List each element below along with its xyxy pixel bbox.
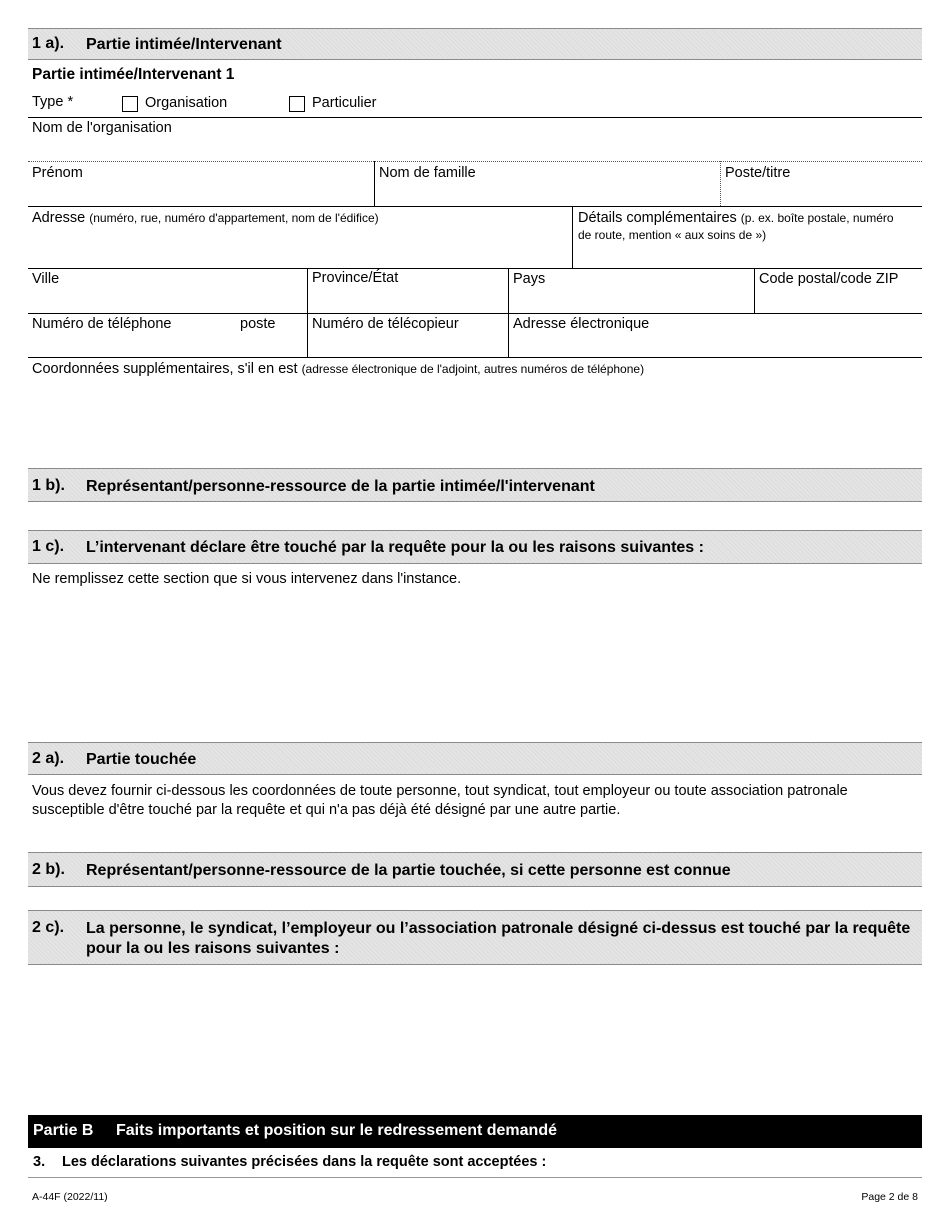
- extra-contact-label-text: Coordonnées supplémentaires, s'il en est: [32, 361, 298, 377]
- page-number: Page 2 de 8: [861, 1191, 918, 1203]
- organisation-checkbox[interactable]: [122, 96, 138, 112]
- phone-field[interactable]: [28, 314, 307, 357]
- section-2b-title: Représentant/personne-ressource de la partie touchée, si cette personne est connue: [86, 862, 731, 879]
- country-field[interactable]: [509, 269, 754, 312]
- divider: [28, 1177, 922, 1178]
- email-label: Adresse électronique: [513, 316, 650, 332]
- details-hint-1: (p. ex. boîte postale, numéro: [740, 211, 894, 225]
- divider: [28, 357, 922, 358]
- address-label-text: Adresse: [32, 210, 86, 226]
- phone-label: Numéro de téléphone: [32, 316, 172, 332]
- section-3-title: Les déclarations suivantes précisées dans la requête sont acceptées :: [62, 1154, 547, 1170]
- section-1c-title: L’intervenant déclare être touché par la requête pour la ou les raisons suivantes :: [86, 539, 704, 556]
- fax-field[interactable]: [308, 314, 508, 357]
- party-subtitle: Partie intimée/Intervenant 1: [32, 66, 235, 83]
- position-field[interactable]: [721, 162, 922, 205]
- section-1a-number: 1 a).: [32, 35, 65, 52]
- type-label: Type *: [32, 94, 74, 110]
- section-2a-header: [28, 742, 922, 775]
- section-1a-title: Partie intimée/Intervenant: [86, 36, 282, 53]
- city-label: Ville: [32, 271, 60, 287]
- section-1b-header: [28, 468, 922, 502]
- section-2a-title: Partie touchée: [86, 751, 197, 768]
- details-hint-2: de route, mention « aux soins de »): [578, 228, 767, 242]
- section-2b-number: 2 b).: [32, 861, 65, 878]
- postal-code-field[interactable]: [755, 269, 922, 312]
- fax-label: Numéro de télécopieur: [312, 316, 459, 332]
- section-1b-number: 1 b).: [32, 477, 65, 494]
- ext-label: poste: [240, 316, 276, 332]
- first-name-field[interactable]: [28, 162, 374, 205]
- intervenor-reasons-field[interactable]: [28, 594, 922, 739]
- extra-contact-field[interactable]: [28, 380, 922, 466]
- postal-code-label: Code postal/code ZIP: [759, 271, 899, 287]
- address-field[interactable]: [28, 207, 572, 267]
- section-2a-number: 2 a).: [32, 750, 65, 767]
- position-label: Poste/titre: [725, 165, 791, 181]
- section-1c-number: 1 c).: [32, 538, 65, 555]
- particulier-checkbox[interactable]: [289, 96, 305, 112]
- details-field[interactable]: [573, 207, 922, 267]
- section-2c-title: La personne, le syndicat, l’employeur ou l’association patronale désigné ci-dessus est touché par la requête pour la ou les raisons suivantes :: [86, 920, 911, 957]
- section-1b-title: Représentant/personne-ressource de la partie intimée/l'intervenant: [86, 478, 595, 495]
- organisation-option-label: Organisation: [145, 95, 228, 111]
- org-name-label: Nom de l'organisation: [32, 120, 172, 136]
- section-3-number: 3.: [33, 1154, 46, 1170]
- section-1a-header: [28, 28, 922, 60]
- city-field[interactable]: [28, 269, 307, 312]
- last-name-label: Nom de famille: [379, 165, 476, 181]
- province-field[interactable]: [308, 269, 508, 312]
- particulier-option-label: Particulier: [312, 95, 377, 111]
- part-b-label: Partie B: [33, 1122, 94, 1139]
- section-1c-note: Ne remplissez cette section que si vous intervenez dans l'instance.: [32, 571, 462, 587]
- section-2c-header: [28, 910, 922, 965]
- extra-contact-label: [32, 361, 644, 377]
- org-name-field[interactable]: [28, 118, 922, 160]
- section-2a-text: Vous devez fournir ci-dessous les coordonnées de toute personne, tout syndicat, tout employeur ou toute association patronale susceptible d'être touché par la requête et qui n'a pas déjà été désigné par une autre partie.: [32, 783, 848, 818]
- part-b-header: [28, 1115, 922, 1148]
- section-2c-number: 2 c).: [32, 919, 65, 936]
- province-label: Province/État: [312, 270, 399, 286]
- section-1c-header: [28, 530, 922, 564]
- details-label-text: Détails complémentaires: [578, 210, 737, 226]
- address-hint: (numéro, rue, numéro d'appartement, nom de l'édifice): [89, 211, 379, 225]
- email-field[interactable]: [509, 314, 922, 357]
- form-code: A-44F (2022/11): [32, 1191, 108, 1203]
- affected-reasons-field[interactable]: [28, 968, 922, 1108]
- last-name-field[interactable]: [375, 162, 720, 205]
- first-name-label: Prénom: [32, 165, 83, 181]
- part-b-title: Faits importants et position sur le redressement demandé: [116, 1122, 557, 1139]
- country-label: Pays: [513, 271, 546, 287]
- section-2b-header: [28, 852, 922, 887]
- extra-contact-hint: (adresse électronique de l'adjoint, autres numéros de téléphone): [301, 362, 645, 376]
